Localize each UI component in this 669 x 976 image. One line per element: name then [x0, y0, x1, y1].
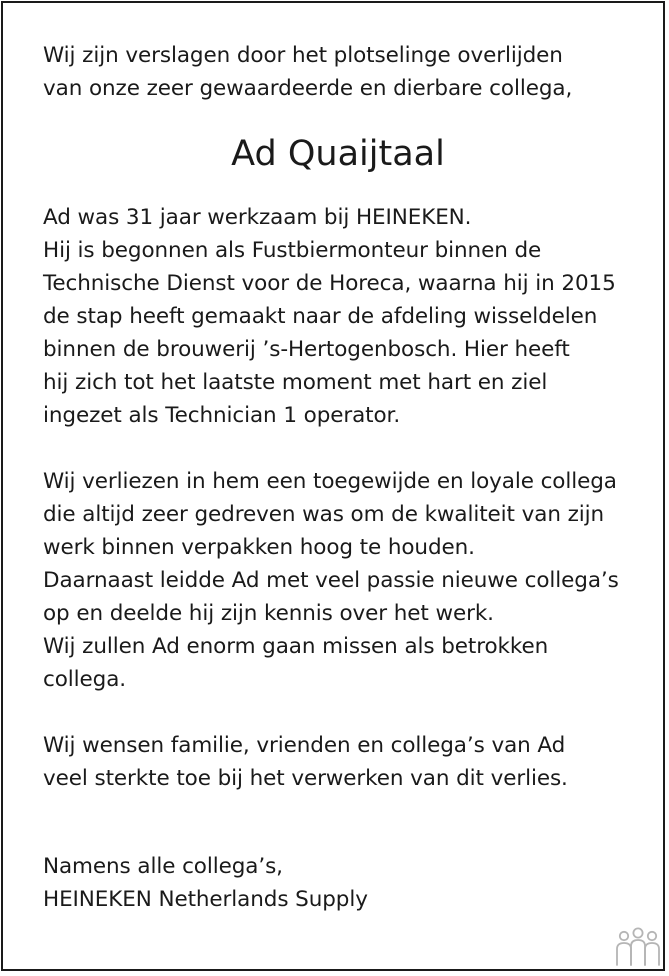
signature-block — [43, 850, 643, 916]
deceased-name: Ad Quaijtaal — [231, 134, 445, 174]
text-line: Hij is begonnen als Fustbiermonteur binnen de — [43, 238, 542, 263]
intro-line: van onze zeer gewaardeerde en dierbare collega, — [43, 76, 573, 101]
text-line: Ad was 31 jaar werkzaam bij HEINEKEN. — [43, 205, 472, 230]
tribute-paragraph — [43, 465, 643, 696]
text-line: werk binnen verpakken hoog te houden. — [43, 535, 475, 560]
text-line: hij zich tot het laatste moment met hart en ziel — [43, 370, 548, 395]
text-line: veel sterkte toe bij het verwerken van dit verlies. — [43, 766, 568, 791]
notice-frame — [1, 1, 665, 971]
career-paragraph — [43, 201, 643, 432]
signature-line: Namens alle collega’s, — [43, 854, 283, 879]
text-line: de stap heeft gemaakt naar de afdeling wisseldelen — [43, 304, 598, 329]
text-line: op en deelde hij zijn kennis over het werk. — [43, 601, 494, 626]
text-line: Wij verliezen in hem een toegewijde en loyale collega — [43, 469, 617, 494]
intro-line: Wij zijn verslagen door het plotselinge overlijden — [43, 43, 563, 68]
text-line: Technische Dienst voor de Horeca, waarna hij in 2015 — [43, 271, 616, 296]
condolence-paragraph — [43, 729, 643, 795]
text-line: ingezet als Technician 1 operator. — [43, 403, 401, 428]
text-line: Wij wensen familie, vrienden en collega’s van Ad — [43, 733, 566, 758]
text-line: binnen de brouwerij ’s-Hertogenbosch. Hier heeft — [43, 337, 570, 362]
text-line: collega. — [43, 667, 127, 692]
text-line: die altijd zeer gedreven was om de kwaliteit van zijn — [43, 502, 605, 527]
signature-line: HEINEKEN Netherlands Supply — [43, 887, 368, 912]
text-line: Daarnaast leidde Ad met veel passie nieuwe collega’s — [43, 568, 619, 593]
notice-content — [43, 39, 643, 916]
text-line: Wij zullen Ad enorm gaan missen als betrokken — [43, 634, 549, 659]
family-people-icon — [614, 927, 662, 967]
intro-paragraph — [43, 39, 643, 105]
